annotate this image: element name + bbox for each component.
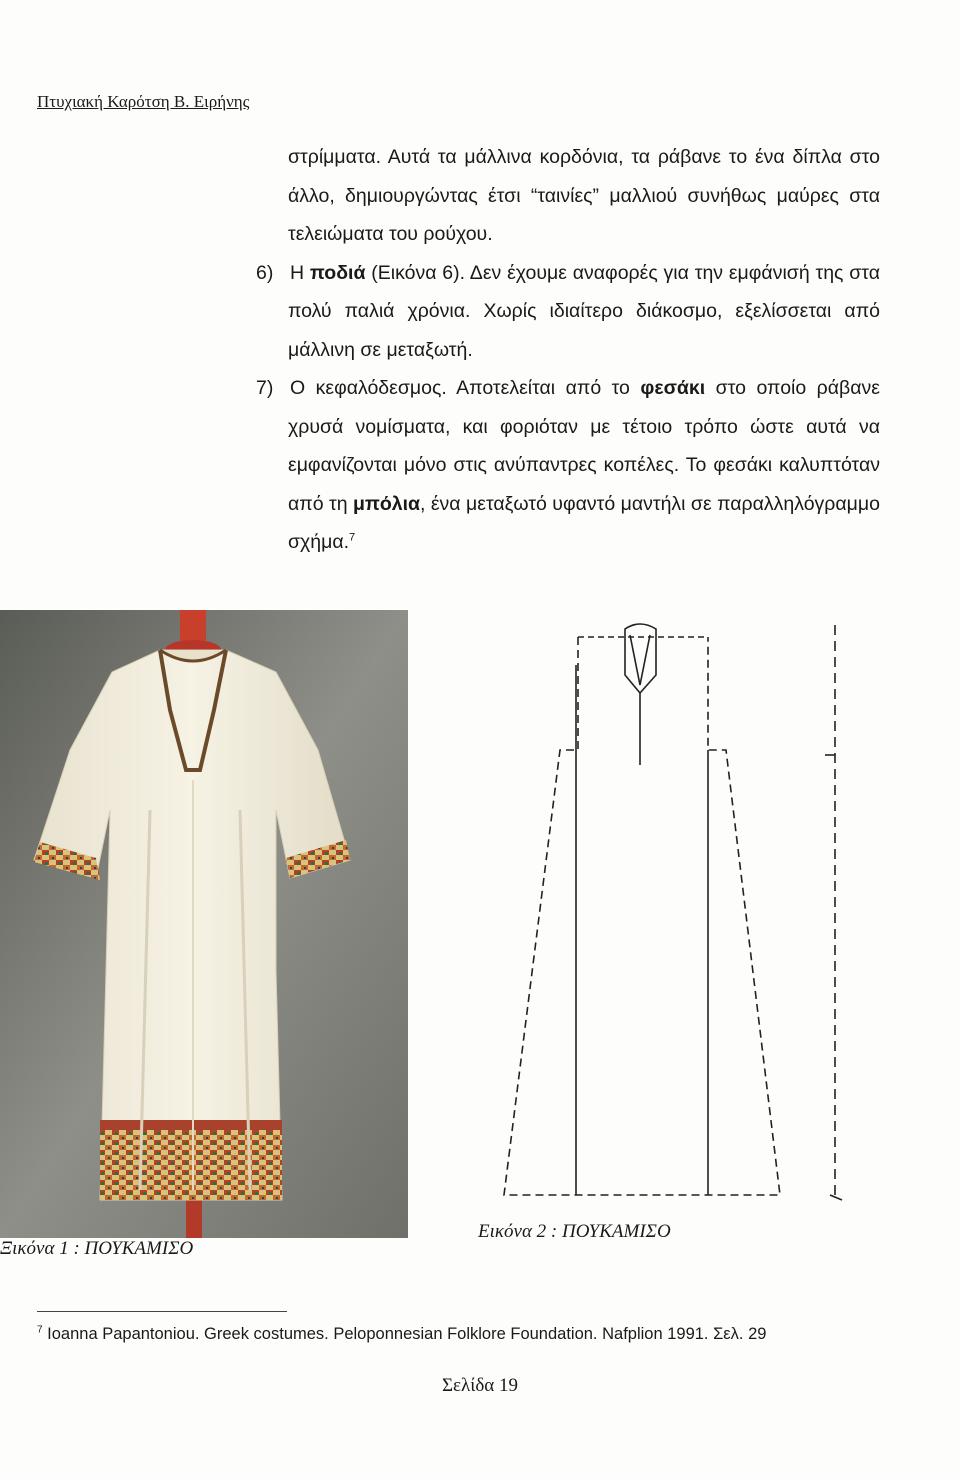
list-text: στο οποίο ράβανε χρυσά νομίσματα, και φοριόταν με τέτοιο τρόπο ώστε αυτά να εμφανίζονται μόνο στις ανύπαντρες κοπέλες. Το φεσάκι καλυπτόταν από τη [288, 377, 880, 515]
running-header: Πτυχιακή Καρότση Β. Ειρήνης [37, 92, 250, 111]
page-number: Σελίδα 19 [441, 1375, 519, 1396]
list-number: 6) [256, 261, 274, 284]
body-text [256, 138, 880, 562]
footnote-divider [37, 1311, 287, 1312]
list-text: , ένα μεταξωτό υφαντό μαντήλι σε παραλληλόγραμμο σχήμα. [288, 492, 880, 553]
list-text: Ο κεφαλόδεσμος. Αποτελείται από το [290, 377, 641, 399]
footnote-ref: 7 [349, 531, 356, 544]
footnote-text: Ioanna Papantoniou. Greek costumes. Peloponnesian Folklore Foundation. Nafplion 1991. Σελ. 29 [47, 1325, 767, 1343]
bold-term: φεσάκι [640, 377, 706, 399]
shirt-pattern-diagram [490, 615, 850, 1205]
bold-term: μπόλια [352, 492, 421, 515]
shirt-photo [0, 610, 408, 1238]
footnote [37, 1325, 766, 1344]
figure-caption-1: Ξικόνα 1 : ΠΟΥΚΑΜΙΣΟ [0, 1238, 194, 1259]
footnote-number: 7 [37, 1324, 43, 1336]
bold-term: ποδιά [309, 261, 366, 284]
list-text: Η [290, 261, 310, 284]
list-number: 7) [256, 377, 274, 399]
list-text: (Εικόνα 6). Δεν έχουμε αναφορές για την εμφάνισή της στα πολύ παλιά χρόνια. Χωρίς ιδιαίτερο διάκοσμο, εξελίσσεται από μάλλινη σε μεταξωτή. [288, 261, 880, 361]
list-item-7 [256, 369, 880, 562]
figure-caption-2: Εικόνα 2 : ΠΟΥΚΑΜΙΣΟ [478, 1221, 671, 1242]
paragraph-continuation: στρίμματα. Αυτά τα μάλλινα κορδόνια, τα ράβανε το ένα δίπλα στο άλλο, δημιουργώντας έτσι “ταινίες” μαλλιού συνήθως μαύρες στα τελειώματα του ρούχου. [288, 146, 880, 245]
list-item-6 [256, 254, 880, 370]
